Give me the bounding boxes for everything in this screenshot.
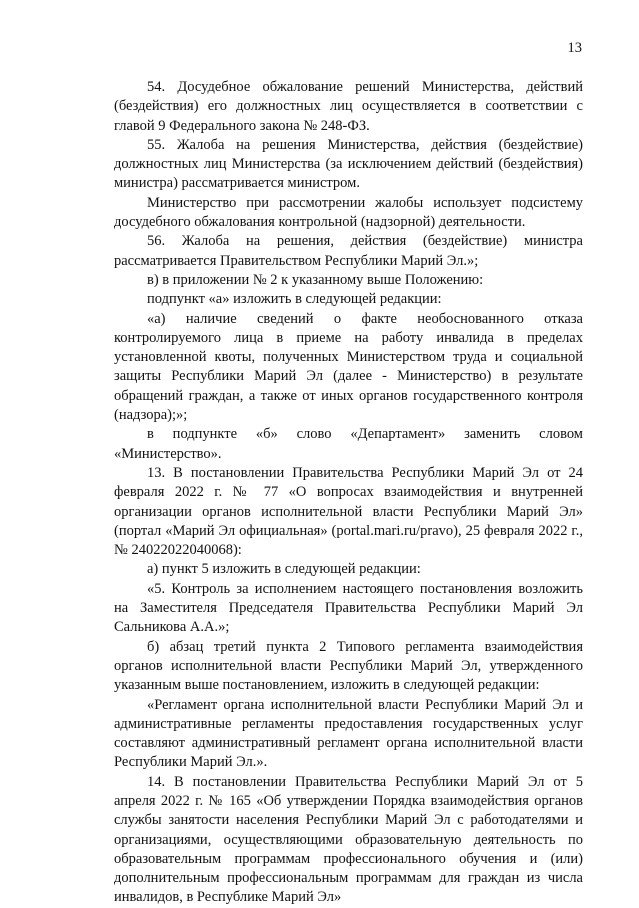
paragraph-13: 13. В постановлении Правительства Республики Марий Эл от 24 февраля 2022 г. № 77 «О вопросах взаимодействия и внутренней организации органов исполнительной власти Республики Марий Эл» (портал «Марий Эл официальная» (portal.mari.ru/pravo), 25 февраля 2022 г., № 24022022040068): <box>114 464 583 559</box>
paragraph-13-a: а) пункт 5 изложить в следующей редакции: <box>147 561 421 578</box>
paragraph-54: 54. Досудебное обжалование решений Министерства, действий (бездействия) его должностных лиц осуществляется в соответствии с главой 9 Федерального закона № 248-ФЗ. <box>114 79 583 134</box>
paragraph-13-b: б) абзац третий пункта 2 Типового регламента взаимодействия органов исполнительной власти Республики Марий Эл, утвержденного указанным выше постановлением, изложить в следующей редакции: <box>114 638 583 694</box>
paragraph-subitem-a-text: «а) наличие сведений о факте необоснованного отказа контролируемого лица в приеме на работу инвалида в пределах установленной квоты, полученных Министерством труда и социальной защиты Республики Марий Эл (далее - Министерство) в результате обращений граждан, а также от иных органов государственного контроля (надзора);»; <box>114 310 583 424</box>
paragraph-subitem-a-intro: подпункт «а» изложить в следующей редакции: <box>147 291 442 308</box>
paragraph-13-b-text: «Регламент органа исполнительной власти Республики Марий Эл и административные регламенты предоставления государственных услуг составляют административный регламент органа исполнительной власти Республики Марий Эл.». <box>114 696 583 771</box>
page-number: 13 <box>567 40 582 56</box>
paragraph-55: 55. Жалоба на решения Министерства, действия (бездействие) должностных лиц Министерства (за исключением действий (бездействия) министра) рассматривается министром. <box>114 136 583 192</box>
paragraph-appendix-2: в) в приложении № 2 к указанному выше Положению: <box>147 271 484 288</box>
paragraph-13-a-text: «5. Контроль за исполнением настоящего постановления возложить на Заместителя Председателя Правительства Республики Марий Эл Сальникова А.А.»; <box>114 580 583 636</box>
paragraph-14: 14. В постановлении Правительства Республики Марий Эл от 5 апреля 2022 г. № 165 «Об утверждении Порядка взаимодействия органов службы занятости населения Республики Марий Эл с работодателями и организациями, осуществляющими образовательную деятельность по образовательным программам профессионального обучения и (или) дополнительным профессиональным программам для граждан из числа инвалидов, в Республике Марий Эл» <box>114 773 583 906</box>
paragraph-subitem-b: в подпункте «б» слово «Департамент» заменить словом «Министерство». <box>114 426 583 462</box>
paragraph-complaint-subsystem: Министерство при рассмотрении жалобы использует подсистему досудебного обжалования контрольной (надзорной) деятельности. <box>114 194 583 231</box>
paragraph-56: 56. Жалоба на решения, действия (бездействие) министра рассматривается Правительством Республики Марий Эл.»; <box>114 233 583 269</box>
document-body <box>114 78 583 908</box>
